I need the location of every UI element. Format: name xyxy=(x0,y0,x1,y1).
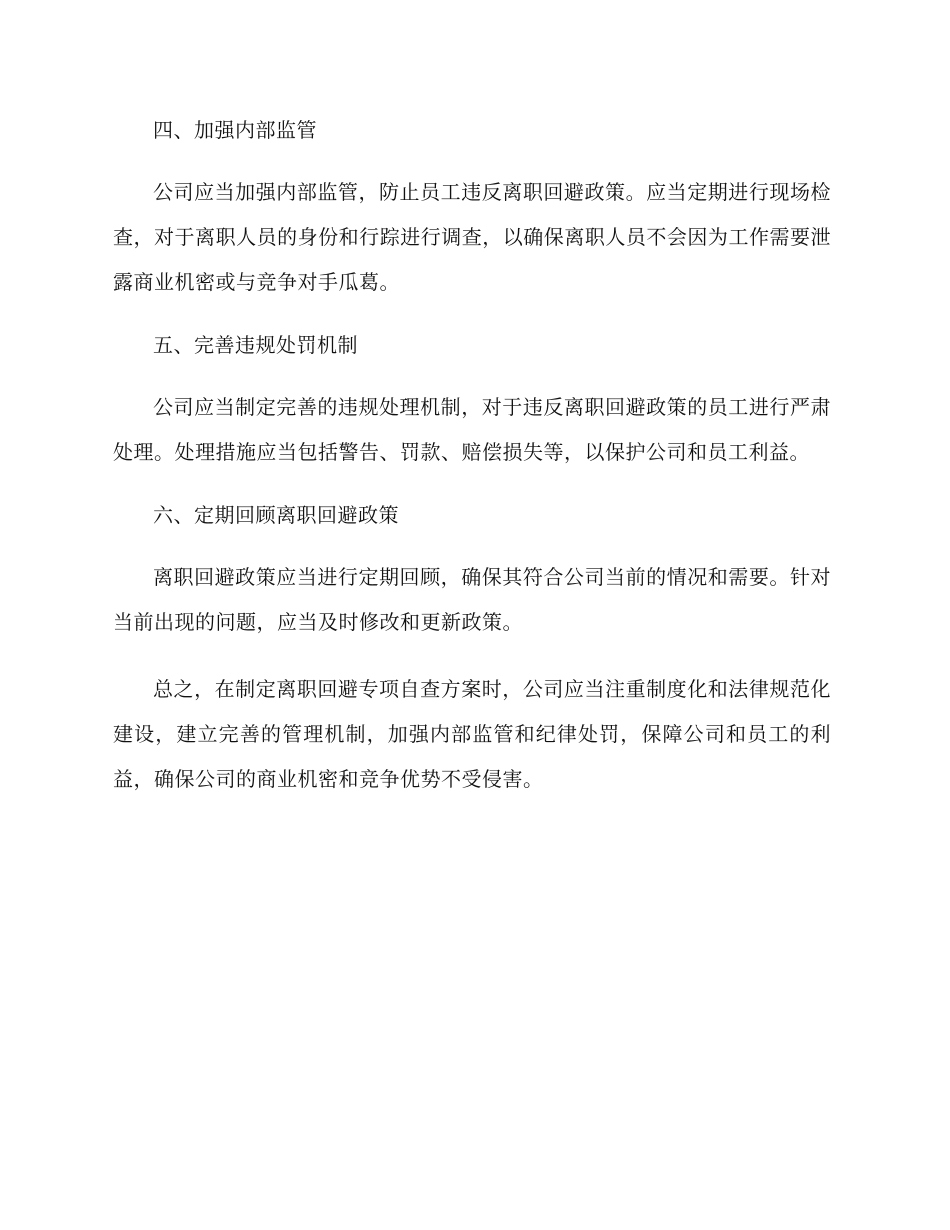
section-paragraph-policy-review: 离职回避政策应当进行定期回顾，确保其符合公司当前的情况和需要。针对当前出现的问题，应当及时修改和更新政策。 xyxy=(113,565,831,634)
document-body xyxy=(113,112,831,824)
conclusion-paragraph: 总之，在制定离职回避专项自查方案时，公司应当注重制度化和法律规范化建设，建立完善的管理机制，加强内部监管和纪律处罚，保障公司和员工的利益，确保公司的商业机密和竞争优势不受侵害。 xyxy=(113,677,831,791)
section-heading-penalty-mechanism: 五、完善违规处罚机制 xyxy=(153,333,358,357)
section-heading-policy-review: 六、定期回顾离职回避政策 xyxy=(153,503,399,527)
section-paragraph-internal-supervision: 公司应当加强内部监管，防止员工违反离职回避政策。应当定期进行现场检查，对于离职人员的身份和行踪进行调查，以确保离职人员不会因为工作需要泄露商业机密或与竞争对手瓜葛。 xyxy=(113,180,831,294)
section-paragraph-penalty-mechanism: 公司应当制定完善的违规处理机制，对于违反离职回避政策的员工进行严肃处理。处理措施应当包括警告、罚款、赔偿损失等，以保护公司和员工利益。 xyxy=(113,395,831,464)
section-heading-internal-supervision: 四、加强内部监管 xyxy=(153,118,317,142)
